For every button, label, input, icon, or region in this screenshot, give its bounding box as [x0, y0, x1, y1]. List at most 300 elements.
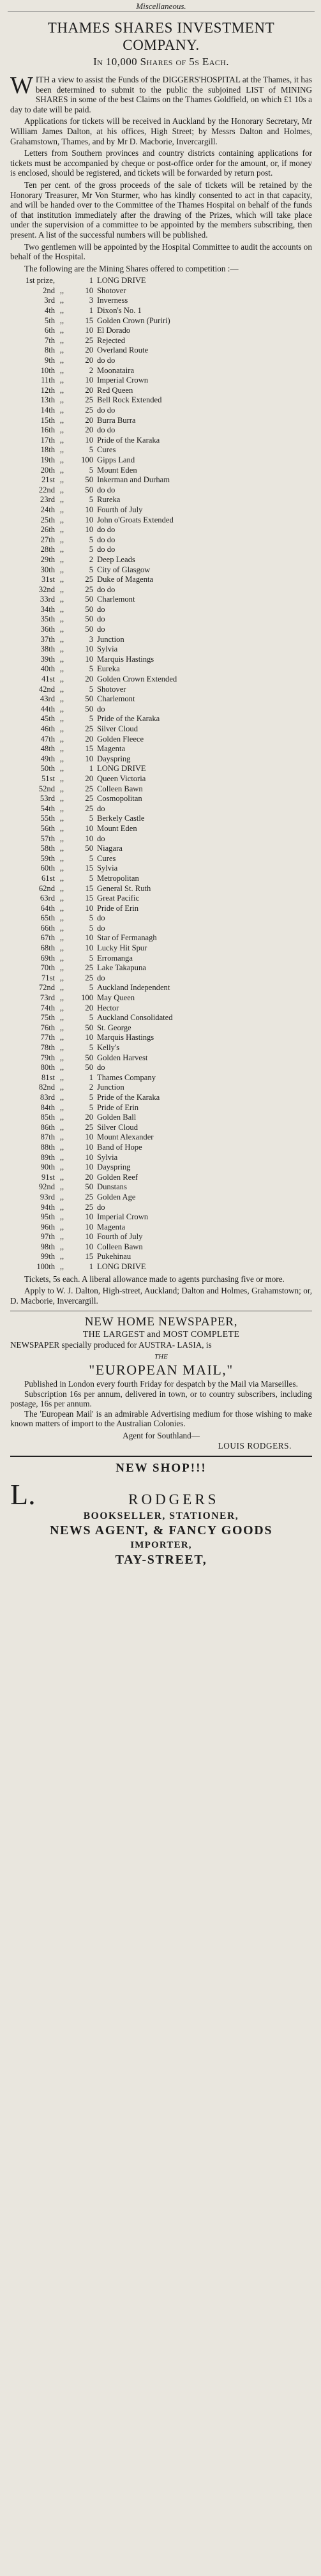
shop-trade-line-1: BOOKSELLER, STATIONER,	[83, 1511, 239, 1522]
prize-row	[17, 824, 312, 834]
auditors-paragraph: Two gentlemen will be appointed by the Hospital Committee to audit the accounts on behalf of the Hospital.	[10, 241, 312, 262]
prize-row	[17, 954, 312, 964]
prize-position: 74th	[40, 1003, 55, 1012]
ditto-mark: ,,	[59, 1102, 64, 1112]
prize-position: 99th	[40, 1252, 55, 1261]
shop-owner-name	[10, 1480, 312, 1509]
prize-row	[17, 565, 312, 575]
ditto-mark: ,,	[59, 326, 64, 335]
prize-position: 52nd	[38, 784, 55, 793]
claim-name: Sylvia	[97, 644, 118, 654]
applications-paragraph: Applications for tickets will be received in Auckland by the Honorary Secretary, Mr William James Dalton, at his offices, High Street; by Messrs Dalton and Holmes, Grahamstown, Thames, and by Mr D. Macborie, Invercargill.	[10, 116, 312, 146]
european-mail-title: "EUROPEAN MAIL,"	[89, 1362, 234, 1378]
prize-row	[17, 356, 312, 366]
prize-row	[17, 943, 312, 954]
share-quantity: 10	[85, 1212, 93, 1222]
prize-row	[17, 1073, 312, 1083]
claim-name: do do	[97, 485, 116, 494]
share-quantity: 50	[85, 1023, 93, 1032]
prize-position: 59th	[40, 853, 55, 863]
prize-position: 31st	[41, 575, 55, 584]
prize-position: 4th	[44, 306, 55, 316]
prize-position: 67th	[40, 933, 55, 943]
prize-row	[17, 505, 312, 515]
prize-position: 44th	[40, 704, 55, 713]
ditto-mark: ,,	[59, 823, 64, 833]
ditto-mark: ,,	[59, 365, 64, 375]
share-quantity: 10	[85, 525, 93, 535]
agent-line: Agent for Southland—	[123, 1431, 200, 1440]
claim-name: Sylvia	[97, 1152, 118, 1162]
share-quantity: 10	[85, 286, 93, 295]
prize-position: 35th	[40, 614, 55, 624]
claim-name: Magenta	[97, 1222, 126, 1231]
claim-name: Kelly's	[97, 1043, 120, 1052]
prize-row	[17, 535, 312, 545]
prize-position: 94th	[40, 1202, 55, 1212]
ditto-mark: ,,	[59, 933, 64, 943]
share-quantity: 5	[89, 445, 93, 455]
share-quantity: 20	[85, 346, 93, 355]
claim-name: Shotover	[97, 286, 126, 295]
claim-name: Golden Reef	[97, 1172, 138, 1182]
claim-name: Pukehinau	[97, 1252, 131, 1261]
ditto-mark: ,,	[59, 1182, 64, 1192]
prize-row	[17, 834, 312, 844]
share-quantity: 5	[89, 1102, 93, 1112]
prize-position: 9th	[44, 356, 55, 365]
ditto-mark: ,,	[59, 694, 64, 704]
claim-name: Golden Ball	[97, 1113, 137, 1122]
ditto-mark: ,,	[59, 465, 64, 475]
share-quantity: 20	[85, 774, 93, 783]
ditto-mark: ,,	[59, 1252, 64, 1261]
claim-name: St. George	[97, 1023, 131, 1032]
prize-position: 28th	[40, 545, 55, 554]
newspaper-tagline: THE LARGEST and MOST COMPLETE	[82, 1330, 240, 1340]
prize-position: 93rd	[40, 1192, 55, 1201]
prize-row	[17, 1063, 312, 1073]
claim-name: Marquis Hastings	[97, 654, 154, 664]
share-quantity: 1	[89, 1072, 93, 1082]
share-quantity: 25	[85, 973, 93, 982]
following-paragraph: The following are the Mining Shares offered to competition :—	[24, 263, 239, 273]
prize-position: 16th	[40, 425, 55, 435]
claim-name: Mount Eden	[97, 823, 137, 833]
prize-row	[17, 386, 312, 396]
share-quantity: 1	[89, 276, 93, 286]
ditto-mark: ,,	[59, 784, 64, 793]
prize-position: 66th	[40, 923, 55, 933]
ditto-mark: ,,	[59, 1242, 64, 1251]
share-quantity: 10	[85, 654, 93, 664]
prize-position: 63rd	[40, 894, 55, 903]
ditto-mark: ,,	[59, 1113, 64, 1122]
claim-name: LONG DRIVE	[97, 764, 146, 774]
prize-row	[17, 774, 312, 784]
claim-name: Imperial Crown	[97, 376, 149, 385]
claim-name: Pride of Erin	[97, 1102, 139, 1112]
newspaper-title: NEW HOME NEWSPAPER,	[84, 1315, 238, 1329]
prize-row	[17, 1033, 312, 1043]
prize-position: 97th	[40, 1232, 55, 1242]
ditto-mark: ,,	[59, 306, 64, 316]
prize-position: 50th	[40, 764, 55, 774]
prize-row	[17, 854, 312, 864]
prize-position: 86th	[40, 1122, 55, 1132]
ditto-mark: ,,	[59, 814, 64, 823]
prize-row	[17, 316, 312, 326]
claim-name: do do	[97, 425, 116, 435]
prize-position: 65th	[40, 913, 55, 923]
share-quantity: 15	[85, 744, 93, 754]
claim-name: Golden Crown (Puriri)	[97, 316, 170, 325]
prize-position: 79th	[40, 1053, 55, 1062]
claim-name: do do	[97, 584, 116, 594]
prize-row	[17, 744, 312, 754]
claim-name: Sylvia	[97, 864, 118, 873]
prize-row	[17, 754, 312, 765]
prize-row	[17, 296, 312, 306]
prize-position: 33rd	[40, 595, 55, 604]
prize-row	[17, 1162, 312, 1173]
prize-row	[17, 973, 312, 984]
intro-paragraph	[10, 72, 312, 114]
prize-position: 60th	[40, 864, 55, 873]
prize-row	[17, 1203, 312, 1213]
share-quantity: 25	[85, 575, 93, 584]
claim-name: do do	[97, 545, 116, 554]
shop-address: TAY-STREET,	[115, 1553, 207, 1567]
prize-row	[17, 1123, 312, 1133]
subscription-paragraph: Subscription 16s per annum, delivered in town, or to country subscribers, including postage, 16s per annum.	[10, 1389, 312, 1409]
prize-row	[17, 395, 312, 406]
prize-row	[17, 1013, 312, 1023]
prize-row	[17, 674, 312, 685]
prize-row	[17, 346, 312, 356]
prize-position: 90th	[40, 1162, 55, 1172]
ditto-mark: ,,	[59, 1072, 64, 1082]
prize-row	[17, 545, 312, 555]
prize-position: 11th	[41, 376, 55, 385]
prize-row	[17, 655, 312, 665]
the-label: THE	[154, 1353, 168, 1361]
claim-name: Queen Victoria	[97, 774, 146, 783]
ditto-mark: ,,	[59, 734, 64, 743]
share-quantity: 10	[85, 1132, 93, 1142]
claim-name: Golden Harvest	[97, 1053, 148, 1062]
prize-row	[17, 475, 312, 485]
share-quantity: 10	[85, 376, 93, 385]
claim-name: Marquis Hastings	[97, 1033, 154, 1042]
share-quantity: 5	[89, 565, 93, 574]
prize-row	[17, 595, 312, 605]
claim-name: do do	[97, 406, 116, 415]
prize-position: 27th	[40, 535, 55, 544]
claim-name: LONG DRIVE	[97, 276, 146, 286]
ditto-mark: ,,	[59, 973, 64, 982]
claim-name: do do	[97, 356, 116, 365]
prize-row	[17, 495, 312, 505]
prize-row	[17, 614, 312, 625]
ditto-mark: ,,	[59, 634, 64, 644]
ditto-mark: ,,	[59, 395, 64, 405]
claim-name: Pride of the Karaka	[97, 435, 160, 445]
share-quantity: 10	[85, 933, 93, 943]
prize-row	[17, 1252, 312, 1262]
prize-row	[17, 1093, 312, 1103]
share-quantity: 100	[81, 993, 93, 1003]
ditto-mark: ,,	[59, 943, 64, 953]
prize-row	[17, 735, 312, 745]
ditto-mark: ,,	[59, 1192, 64, 1201]
prize-position: 22nd	[38, 485, 55, 494]
prize-row	[17, 1103, 312, 1113]
prize-position: 85th	[40, 1113, 55, 1122]
prize-row	[17, 864, 312, 874]
share-quantity: 15	[85, 864, 93, 873]
ditto-mark: ,,	[59, 644, 64, 654]
prize-row	[17, 1143, 312, 1153]
ditto-mark: ,,	[59, 435, 64, 445]
share-quantity: 25	[85, 395, 93, 405]
claim-name: Colleen Bawn	[97, 1242, 143, 1251]
prize-position: 81st	[41, 1072, 55, 1082]
prize-position: 20th	[40, 465, 55, 475]
prize-row	[17, 1153, 312, 1163]
share-quantity: 25	[85, 584, 93, 594]
ditto-mark: ,,	[59, 853, 64, 863]
share-quantity: 20	[85, 415, 93, 425]
claim-name: Silver Cloud	[97, 1122, 138, 1132]
prize-row	[17, 416, 312, 426]
ditto-mark: ,,	[59, 595, 64, 604]
prize-row	[17, 575, 312, 585]
prize-row	[17, 924, 312, 934]
prize-row	[17, 1223, 312, 1233]
claim-name: do	[97, 923, 105, 933]
ditto-mark: ,,	[59, 575, 64, 584]
prize-position: 57th	[40, 834, 55, 843]
prize-position: 3rd	[44, 296, 55, 305]
share-quantity: 20	[85, 425, 93, 435]
share-quantity: 10	[85, 515, 93, 524]
shop-trade-line-2: NEWS AGENT, & FANCY GOODS	[49, 1523, 273, 1538]
share-quantity: 5	[89, 953, 93, 963]
ditto-mark: ,,	[59, 674, 64, 684]
ditto-mark: ,,	[59, 1033, 64, 1042]
share-quantity: 5	[89, 873, 93, 883]
prize-row	[17, 406, 312, 416]
share-quantity: 50	[85, 614, 93, 624]
ditto-mark: ,,	[59, 356, 64, 365]
prize-row	[17, 784, 312, 795]
ditto-mark: ,,	[59, 993, 64, 1003]
prize-position: 13th	[40, 395, 55, 405]
ditto-mark: ,,	[59, 873, 64, 883]
claim-name: Magenta	[97, 744, 126, 754]
claim-name: John o'Groats Extended	[97, 515, 174, 524]
ditto-mark: ,,	[59, 316, 64, 325]
ditto-mark: ,,	[59, 505, 64, 514]
prize-row	[17, 983, 312, 993]
ditto-mark: ,,	[59, 565, 64, 574]
share-quantity: 2	[89, 1083, 93, 1092]
ditto-mark: ,,	[59, 376, 64, 385]
share-quantity: 25	[85, 406, 93, 415]
ditto-mark: ,,	[59, 346, 64, 355]
ditto-mark: ,,	[59, 754, 64, 763]
claim-name: do	[97, 704, 105, 713]
claim-name: do	[97, 834, 105, 843]
prize-position: 58th	[40, 844, 55, 853]
prize-position: 96th	[40, 1222, 55, 1231]
share-quantity: 25	[85, 963, 93, 973]
prize-position: 29th	[40, 554, 55, 564]
prize-position: 1st prize,	[25, 276, 55, 286]
share-quantity: 3	[89, 634, 93, 644]
prize-position: 64th	[40, 903, 55, 913]
share-quantity: 25	[85, 1122, 93, 1132]
share-quantity: 10	[85, 1222, 93, 1231]
share-quantity: 25	[85, 724, 93, 733]
share-quantity: 2	[89, 365, 93, 375]
share-quantity: 20	[85, 1113, 93, 1122]
prize-position: 17th	[40, 435, 55, 445]
prize-row	[17, 764, 312, 774]
prize-position: 25th	[40, 515, 55, 524]
prize-row	[17, 705, 312, 715]
share-quantity: 3	[89, 296, 93, 305]
share-quantity: 15	[85, 316, 93, 325]
claim-name: Niagara	[97, 844, 123, 853]
ditto-mark: ,,	[59, 545, 64, 554]
ditto-mark: ,,	[59, 1132, 64, 1142]
share-quantity: 1	[89, 764, 93, 774]
claim-name: Dunstans	[97, 1182, 127, 1192]
prize-row	[17, 1193, 312, 1203]
share-quantity: 5	[89, 465, 93, 475]
share-quantity: 5	[89, 664, 93, 674]
prize-row	[17, 933, 312, 943]
claim-name: LONG DRIVE	[97, 1262, 146, 1272]
prize-row	[17, 455, 312, 466]
ditto-mark: ,,	[59, 664, 64, 674]
prize-row	[17, 664, 312, 674]
ditto-mark: ,,	[59, 495, 64, 505]
share-quantity: 1	[89, 306, 93, 316]
claim-name: May Queen	[97, 993, 135, 1003]
ditto-mark: ,,	[59, 983, 64, 993]
share-quantity: 20	[85, 734, 93, 743]
share-quantity: 5	[89, 684, 93, 694]
claim-name: Cosmopolitan	[97, 794, 142, 804]
ditto-mark: ,,	[59, 485, 64, 494]
prize-position: 43rd	[40, 694, 55, 704]
claim-name: Red Queen	[97, 385, 133, 395]
share-quantity: 10	[85, 1162, 93, 1172]
claim-name: Hector	[97, 1003, 119, 1012]
ditto-mark: ,,	[59, 1212, 64, 1222]
claim-name: do	[97, 614, 105, 624]
prize-row	[17, 445, 312, 455]
prize-row	[17, 1182, 312, 1193]
prize-row	[17, 874, 312, 884]
share-quantity: 25	[85, 1202, 93, 1212]
prize-row	[17, 1053, 312, 1063]
claim-name: Inkerman and Durham	[97, 475, 170, 485]
share-quantity: 10	[85, 834, 93, 843]
ditto-mark: ,,	[59, 614, 64, 624]
claim-name: Metropolitan	[97, 873, 139, 883]
ditto-mark: ,,	[59, 913, 64, 923]
agent-name: LOUIS RODGERS.	[218, 1440, 292, 1451]
prize-row	[17, 625, 312, 635]
ditto-mark: ,,	[59, 584, 64, 594]
prize-row	[17, 1132, 312, 1143]
prize-position: 47th	[40, 734, 55, 743]
prize-row	[17, 1023, 312, 1033]
claim-name: Cures	[97, 445, 116, 455]
share-quantity: 50	[85, 595, 93, 604]
claim-name: Band of Hope	[97, 1142, 142, 1152]
claim-name: Moonataira	[97, 365, 135, 375]
prize-position: 46th	[40, 724, 55, 733]
ditto-mark: ,,	[59, 1202, 64, 1212]
prize-position: 70th	[40, 963, 55, 973]
prize-position: 61st	[41, 873, 55, 883]
prize-position: 87th	[40, 1132, 55, 1142]
prize-position: 14th	[40, 406, 55, 415]
claim-name: Silver Cloud	[97, 724, 138, 733]
newspaper-intro-line: NEWSPAPER specially produced for AUSTRA- LASIA, is	[10, 1340, 212, 1350]
share-quantity: 50	[85, 694, 93, 704]
prize-row	[17, 1262, 312, 1272]
claim-name: do	[97, 913, 105, 923]
ditto-mark: ,,	[59, 455, 64, 464]
prize-row	[17, 1043, 312, 1053]
prize-position: 19th	[40, 455, 55, 464]
prize-row	[17, 804, 312, 814]
claim-name: Mount Alexander	[97, 1132, 154, 1142]
prize-position: 8th	[44, 346, 55, 355]
prize-row	[17, 844, 312, 854]
prize-row	[17, 1173, 312, 1183]
ditto-mark: ,,	[59, 1162, 64, 1172]
ditto-mark: ,,	[59, 335, 64, 345]
ditto-mark: ,,	[59, 844, 64, 853]
share-quantity: 15	[85, 894, 93, 903]
prize-position: 78th	[40, 1043, 55, 1052]
published-paragraph: Published in London every fourth Friday for despatch by the Mail via Marseilles.	[24, 1379, 298, 1389]
ditto-mark: ,,	[59, 515, 64, 524]
share-quantity: 100	[81, 455, 93, 464]
prize-position: 40th	[40, 664, 55, 674]
share-quantity: 50	[85, 604, 93, 614]
share-quantity: 5	[89, 545, 93, 554]
drop-cap: W	[10, 72, 33, 99]
prize-position: 84th	[40, 1102, 55, 1112]
prize-position: 7th	[44, 335, 55, 345]
share-quantity: 50	[85, 485, 93, 494]
claim-name: Thames Company	[97, 1072, 156, 1082]
ditto-mark: ,,	[59, 625, 64, 634]
prize-position: 42nd	[38, 684, 55, 694]
share-quantity: 1	[89, 1262, 93, 1272]
share-quantity: 10	[85, 435, 93, 445]
prize-position: 10th	[40, 365, 55, 375]
claim-name: do do	[97, 535, 116, 544]
